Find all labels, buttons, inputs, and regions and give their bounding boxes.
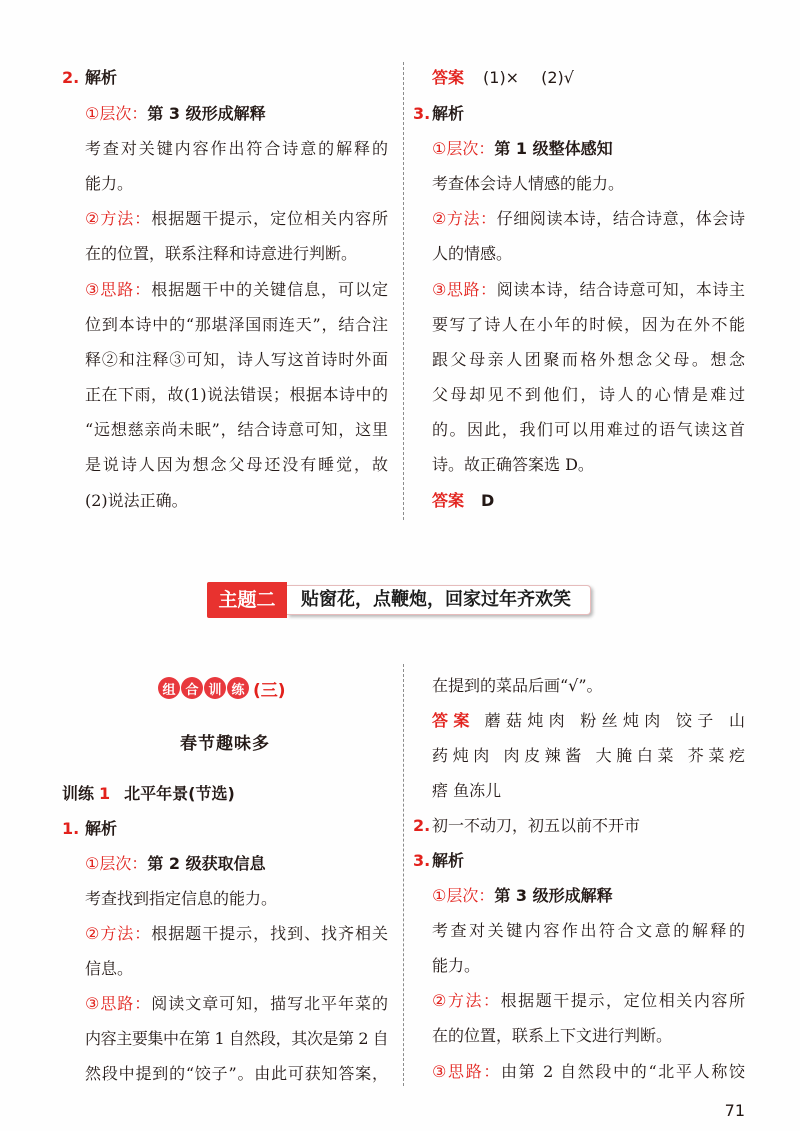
set-title-char: 组 [158, 677, 180, 699]
method-line [432, 983, 745, 1018]
carry-over-line: 在提到的菜品后画“√”。 [432, 675, 603, 695]
answer-label: 答案 [432, 490, 465, 510]
q3-heading [413, 96, 745, 131]
method-line [85, 201, 388, 236]
method-line: 信息。 [85, 958, 134, 978]
q3-analysis [413, 60, 745, 517]
column-divider-bottom [403, 664, 404, 1086]
level-line [85, 96, 388, 131]
training-label: 训练 [62, 783, 95, 803]
set-title-char: 训 [204, 677, 226, 699]
idea-line: 内容主要集中在第 1 自然段，其次是第 2 自 [85, 1028, 388, 1048]
analysis-heading: 解析 [85, 68, 118, 88]
idea-line: 的。因此，我们可以用难过的语气读这首 [432, 420, 745, 440]
idea-line: 诗。故正确答案选 D。 [432, 455, 594, 475]
question-number: 1. [62, 818, 80, 838]
idea-text: 由第 2 自然段中的“北平人称饺 [501, 1061, 745, 1081]
idea-label: ③思路： [432, 1061, 502, 1081]
training1-analysis [62, 776, 388, 1091]
page-number: 71 [724, 1101, 745, 1120]
theme-tag: 主题二 [207, 582, 287, 618]
idea-line: 然段中提到的“饺子”。由此可获知答案， [85, 1063, 388, 1083]
idea-line: (2)说法正确。 [85, 490, 188, 510]
training-title: 北平年景(节选) [124, 783, 235, 803]
answer-item: (2)√ [541, 68, 574, 88]
level-text: 第 2 级获取信息 [147, 853, 266, 873]
theme-title: 贴窗花，点鞭炮，回家过年齐欢笑 [287, 585, 591, 615]
idea-line [85, 272, 388, 307]
level-label: ①层次： [432, 138, 495, 158]
method-line [432, 201, 745, 236]
question-number: 3. [413, 850, 431, 870]
idea-line: 父母却见不到他们，诗人的心情是难过 [432, 385, 745, 405]
method-label: ②方法： [432, 991, 501, 1011]
answer-value: D [481, 490, 495, 510]
idea-line: 要写了诗人在小年的时候，因为在外不能 [432, 314, 745, 334]
level-label: ①层次： [85, 853, 148, 873]
q2-answer-text: 初一不动刀，初五以前不开市 [432, 815, 641, 835]
analysis-heading: 解析 [432, 103, 465, 123]
section-subtitle: 春节趣味多 [180, 734, 270, 754]
level-text: 第 3 级形成解释 [147, 103, 266, 123]
training1-continued [413, 668, 745, 1089]
level-text: 第 3 级形成解释 [494, 886, 613, 906]
method-text: 根据题干提示，找到、找齐相关 [151, 923, 388, 943]
level-desc-line: 能力。 [432, 956, 481, 976]
analysis-heading: 解析 [85, 818, 118, 838]
question-number: 3. [413, 103, 431, 123]
idea-text: 阅读文章可知，描写北平年菜的 [151, 993, 388, 1013]
idea-label: ③思路： [432, 279, 497, 299]
answer-label: 答案 [432, 710, 475, 730]
answer-text: 蘑菇炖肉 粉丝炖肉 饺子 山 [484, 710, 745, 730]
method-label: ②方法： [85, 209, 152, 229]
method-label: ②方法： [432, 209, 497, 229]
method-text: 根据题干提示，定位相关内容所 [151, 209, 388, 229]
idea-line [85, 986, 388, 1021]
level-desc-line: 考查体会诗人情感的能力。 [432, 173, 625, 193]
idea-line: 跟父母亲人团聚而格外想念父母。想念 [432, 349, 745, 369]
question-number: 2. [413, 815, 431, 835]
q2-analysis [62, 60, 388, 517]
answer-line: 瘩 鱼冻儿 [432, 780, 502, 800]
q2-answer-line [413, 808, 745, 843]
question-number: 2. [62, 68, 80, 88]
q3-heading [413, 843, 745, 878]
method-line [85, 916, 388, 951]
method-line: 在的位置，联系上下文进行判断。 [432, 1026, 673, 1046]
answer-line [432, 60, 745, 95]
answer-item: (1)× [483, 68, 520, 88]
method-line: 人的情感。 [432, 244, 513, 264]
training-number: 1 [99, 783, 111, 803]
level-desc-line: 考查对关键内容作出符合文意的解释的 [432, 921, 745, 941]
idea-line: 释②和注释③可知，诗人写这首诗时外面 [85, 349, 388, 369]
method-line: 在的位置，联系注释和诗意进行判断。 [85, 244, 358, 264]
method-label: ②方法： [85, 923, 152, 943]
idea-label: ③思路： [85, 279, 152, 299]
q2-heading [62, 60, 388, 95]
idea-line [432, 1054, 745, 1089]
idea-line: 位到本诗中的“那堪泽国雨连天”，结合注 [85, 314, 388, 334]
method-text: 仔细阅读本诗，结合诗意，体会诗 [496, 209, 745, 229]
idea-line: 是说诗人因为想念父母还没有睡觉，故 [85, 455, 388, 475]
idea-text: 阅读本诗，结合诗意可知，本诗主 [496, 279, 745, 299]
method-text: 根据题干提示，定位相关内容所 [500, 991, 745, 1011]
answer-line: 药炖肉 肉皮辣酱 大腌白菜 芥菜疙 [432, 745, 745, 765]
level-text: 第 1 级整体感知 [494, 138, 613, 158]
set-title-char: 练 [227, 677, 249, 699]
level-line [432, 878, 745, 913]
column-divider-top [403, 62, 404, 520]
q1-heading [62, 811, 388, 846]
level-label: ①层次： [85, 103, 148, 123]
level-line [85, 846, 388, 881]
idea-line [432, 272, 745, 307]
idea-line: 正在下雨，故(1)说法错误；根据本诗中的 [85, 385, 388, 405]
idea-label: ③思路： [85, 993, 152, 1013]
answer-label: 答案 [432, 68, 465, 88]
idea-text: 根据题干中的关键信息，可以定 [151, 279, 388, 299]
level-desc-line: 考查对关键内容作出符合诗意的解释的 [85, 138, 388, 158]
answer-line [432, 703, 745, 738]
final-answer-line [432, 483, 745, 518]
set-title-char: 合 [181, 677, 203, 699]
idea-line: “远想慈亲尚未眠”，结合诗意可知，这里 [85, 420, 388, 440]
analysis-heading: 解析 [432, 850, 465, 870]
set-title-suffix: (三) [253, 680, 286, 701]
level-desc-line: 考查找到指定信息的能力。 [85, 888, 278, 908]
training-heading [62, 776, 388, 811]
level-label: ①层次： [432, 886, 495, 906]
level-line [432, 131, 745, 166]
set-title [158, 676, 286, 700]
level-desc-line: 能力。 [85, 173, 134, 193]
